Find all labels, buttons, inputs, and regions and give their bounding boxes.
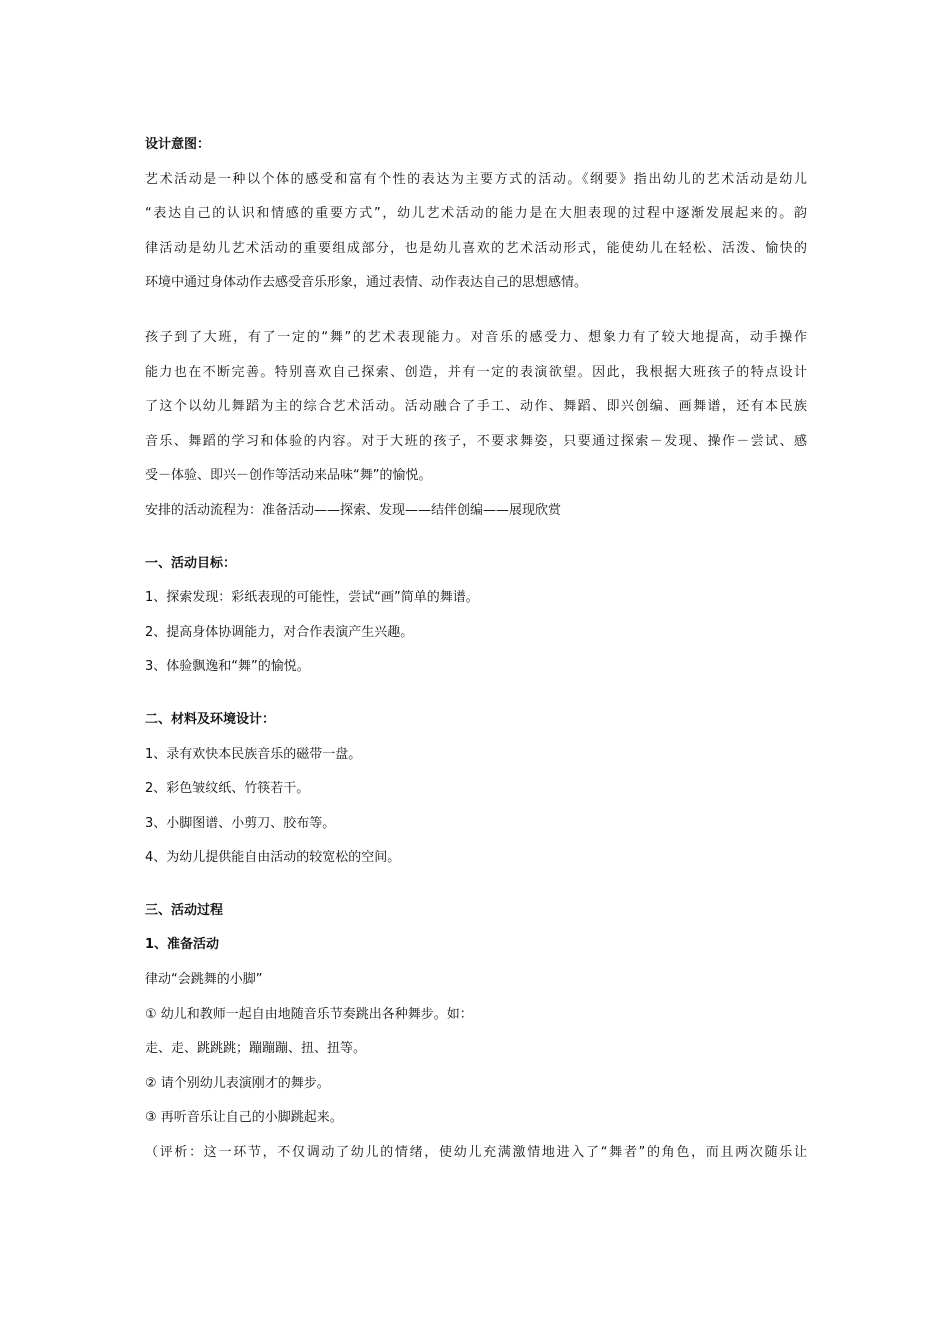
process-line-6: （评析：这一环节，不仅调动了幼儿的情绪，使幼儿充满激情地进入了“舞者”的角色，而且两次随乐让 xyxy=(145,1145,807,1161)
process-line-5: ③ 再听音乐让自己的小脚跳起来。 xyxy=(145,1110,343,1126)
materials-heading: 二、材料及环境设计： xyxy=(145,711,276,727)
process-line-1: 律动“会跳舞的小脚” xyxy=(145,972,263,988)
design-intent-para2-line1: 孩子到了大班，有了一定的“舞”的艺术表现能力。对音乐的感受力、想象力有了较大地提高，动手操作 xyxy=(145,329,807,345)
design-intent-para1-line3: 律活动是幼儿艺术活动的重要组成部分，也是幼儿喜欢的艺术活动形式，能使幼儿在轻松、活泼、愉快的 xyxy=(145,240,807,256)
goals-heading: 一、活动目标： xyxy=(145,555,237,571)
process-line-2: ① 幼儿和教师一起自由地随音乐节奏跳出各种舞步。如： xyxy=(145,1006,473,1022)
goal-item-3: 3、体验飘逸和“舞”的愉悦。 xyxy=(145,659,310,675)
process-heading: 三、活动过程 xyxy=(145,902,224,918)
design-intent-para2-line3: 了这个以幼儿舞蹈为主的综合艺术活动。活动融合了手工、动作、舞蹈、即兴创编、画舞谱，还有本民族 xyxy=(145,399,807,415)
design-intent-para2-line5: 受－体验、即兴－创作等活动来品味“舞”的愉悦。 xyxy=(145,468,432,484)
material-item-1: 1、录有欢快本民族音乐的磁带一盘。 xyxy=(145,746,362,762)
design-intent-para2-line4: 音乐、舞蹈的学习和体验的内容。对于大班的孩子，不要求舞姿，只要通过探索－发现、操作－尝试、感 xyxy=(145,433,807,449)
material-item-4: 4、为幼儿提供能自由活动的较宽松的空间。 xyxy=(145,850,401,866)
document-page xyxy=(145,128,807,1171)
design-intent-para1-line1: 艺术活动是一种以个体的感受和富有个性的表达为主要方式的活动。《纲要》指出幼儿的艺术活动是幼儿 xyxy=(145,171,807,187)
process-line-3: 走、走、跳跳跳；蹦蹦蹦、扭、扭等。 xyxy=(145,1041,367,1057)
design-intent-heading: 设计意图： xyxy=(145,137,211,152)
goal-item-1: 1、探索发现：彩纸表现的可能性，尝试“画”简单的舞谱。 xyxy=(145,590,479,606)
process-line-4: ② 请个别幼儿表演刚才的舞步。 xyxy=(145,1075,330,1091)
material-item-3: 3、小脚图谱、小剪刀、胶布等。 xyxy=(145,815,336,831)
material-item-2: 2、彩色皱纹纸、竹筷若干。 xyxy=(145,781,310,797)
activity-flow: 安排的活动流程为：准备活动——探索、发现——结伴创编——展现欣赏 xyxy=(145,502,562,518)
design-intent-para2-line2: 能力也在不断完善。特别喜欢自己探索、创造，并有一定的表演欲望。因此，我根据大班孩子的特点设计 xyxy=(145,364,807,380)
design-intent-para1-line4: 环境中通过身体动作去感受音乐形象，通过表情、动作表达自己的思想感情。 xyxy=(145,275,588,291)
goal-item-2: 2、提高身体协调能力，对合作表演产生兴趣。 xyxy=(145,624,414,640)
design-intent-para1-line2: “表达自己的认识和情感的重要方式”，幼儿艺术活动的能力是在大胆表现的过程中逐渐发展起来的。韵 xyxy=(145,206,807,222)
process-sub-heading-1: 1、准备活动 xyxy=(145,937,220,953)
